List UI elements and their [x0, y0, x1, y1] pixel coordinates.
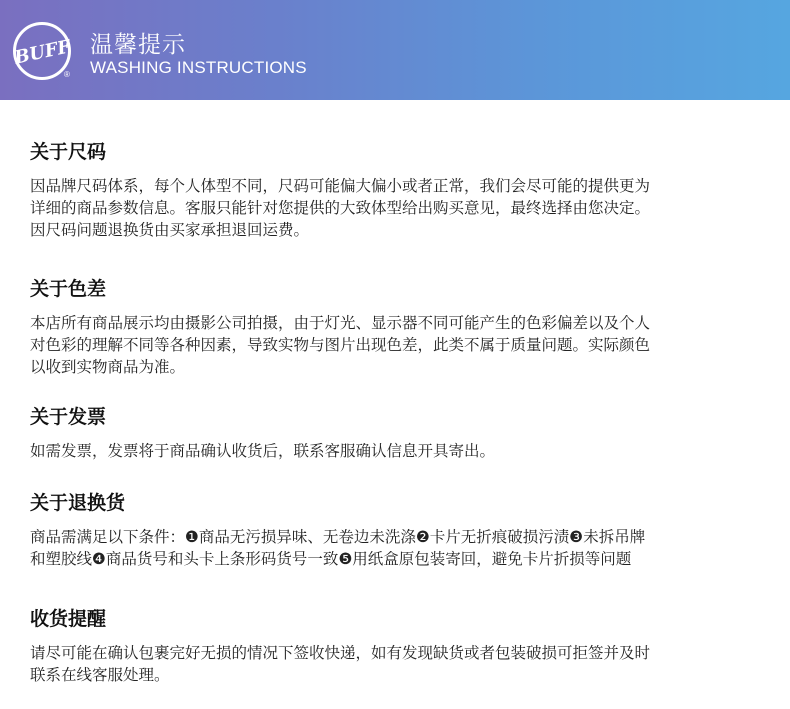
section-invoice: [30, 404, 495, 462]
section-returns: [30, 490, 645, 570]
buff-logo-text: BUFF: [12, 36, 73, 69]
section-body: 因品牌尺码体系，每个人体型不同，尺码可能偏大偏小或者正常，我们会尽可能的提供更为 详细的商品参数信息。客服只能针对您提供的大致体型给出购买意见，最终选择由您决定。 因尺码问题退换货由买家承担退回运费。: [30, 177, 651, 239]
section-body: 商品需满足以下条件：❶商品无污损异味、无卷边未洗涤❷卡片无折痕破损污渍❸未拆吊牌 和塑胶线❹商品货号和头卡上条形码货号一致❺用纸盒原包装寄回，避免卡片折损等问题: [30, 528, 646, 568]
section-heading: 关于发票: [30, 406, 107, 428]
section-heading: 关于尺码: [30, 141, 107, 163]
registered-mark: ®: [64, 70, 70, 79]
section-body: 本店所有商品展示均由摄影公司拍摄，由于灯光、显示器不同可能产生的色彩偏差以及个人 对色彩的理解不同等各种因素，导致实物与图片出现色差，此类不属于质量问题。实际颜色 以收到实物商品为准。: [30, 314, 651, 376]
buff-logo: [13, 22, 71, 80]
section-size: [30, 139, 650, 241]
page-subtitle: WASHING INSTRUCTIONS: [90, 58, 307, 77]
section-body: 请尽可能在确认包裹完好无损的情况下签收快递，如有发现缺货或者包装破损可拒签并及时 联系在线客服处理。: [30, 644, 651, 684]
section-heading: 关于色差: [30, 278, 107, 300]
section-heading: 关于退换货: [30, 492, 126, 514]
header-banner: [0, 0, 790, 100]
page-title: 温馨提示: [90, 32, 186, 58]
section-body: 如需发票，发票将于商品确认收货后，联系客服确认信息开具寄出。: [30, 442, 496, 460]
buff-logo-mark: [12, 25, 73, 77]
section-color: [30, 276, 650, 378]
section-heading: 收货提醒: [30, 608, 107, 630]
section-receipt: [30, 606, 650, 686]
